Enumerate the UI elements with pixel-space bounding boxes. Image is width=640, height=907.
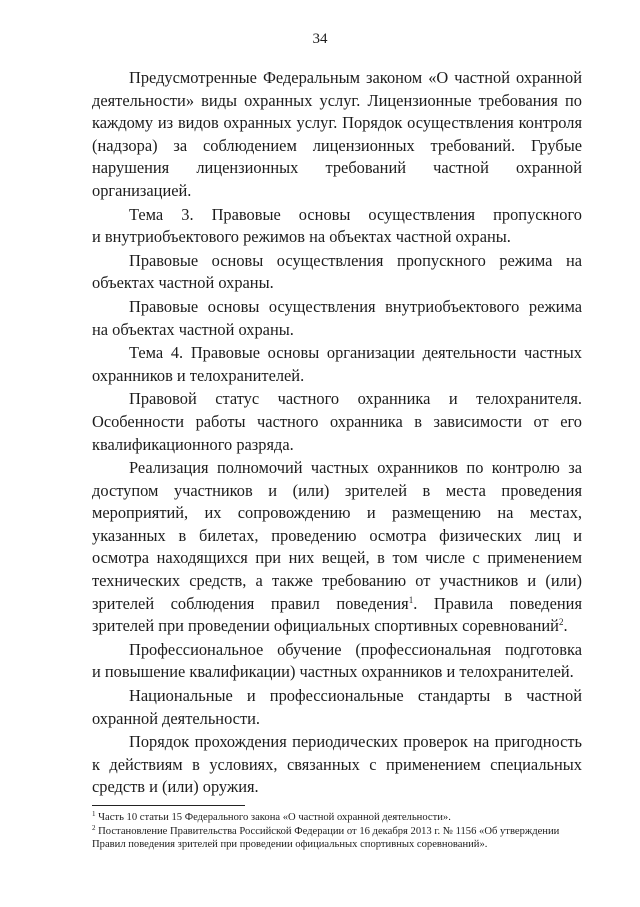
- paragraph-internal-regime-line-1: Правовые основы осуществления внутриобъектового режима: [129, 296, 582, 316]
- paragraph-standards: Национальные и профессиональные стандарты в частной охранной деятельности.: [92, 686, 582, 728]
- footnote-1: [92, 811, 582, 825]
- footnote-ref-1: 1: [408, 594, 414, 605]
- footnote-1-marker: 1: [92, 810, 96, 818]
- footnote-ref-2: 2: [558, 617, 564, 628]
- paragraph-legal-status: Правовой статус частного охранника и телохранителя. Особенности работы частного охранника в зависимости от его квалификационного разряда.: [92, 389, 582, 454]
- paragraph-powers-text-1: Реализация полномочий частных охранников по контролю за доступом участников и (или) зрителей в места проведения мероприятий, их сопровождению и размещению на местах, указанных в билетах, проведению осмотра физических лиц и осмотра находящихся при них вещей, в том числе с применением технических средств, а также требованию от участников и (или) зрителей соблюдения правил поведения: [92, 458, 582, 613]
- topic-3-heading-line-2: и внутриобъектового режимов на объектах частной охраны.: [92, 227, 511, 247]
- paragraph-training-line-1: Профессиональное обучение (профессиональная подготовка: [129, 639, 582, 659]
- topic-4-heading-line-1: Тема 4. Правовые основы организации деятельности частных: [129, 343, 582, 363]
- page-number: 34: [312, 31, 328, 47]
- footnote-2-text: Постановление Правительства Российской Федерации от 16 декабря 2013 г. № 1156 «Об утверждении Правил поведения зрителей при проведении официальных спортивных соревнований».: [92, 825, 560, 850]
- paragraph-training-line-2: и повышение квалификации) частных охранников и телохранителей.: [92, 662, 574, 682]
- paragraph-licensing: Предусмотренные Федеральным законом «О частной охранной деятельности» виды охранных услуг. Лицензионные требования по каждому из видов охранных услуг. Порядок осуществления контроля (надзора) за соблюдением лицензионных требований. Грубые нарушения лицензионных требований частной охранной организацией.: [92, 68, 582, 200]
- paragraph-access-regime: Правовые основы осуществления пропускного режима на объектах частной охраны.: [92, 250, 582, 293]
- footnote-2: [92, 825, 582, 852]
- document-body: [92, 67, 582, 800]
- paragraph-powers: [92, 457, 582, 638]
- paragraph-powers-text-2: . Правила поведения зрителей при проведении официальных спортивных соревнований: [92, 593, 582, 636]
- footnote-1-text: Часть 10 статьи 15 Федерального закона «О частной охранной деятельности».: [95, 812, 451, 823]
- footnotes: [92, 811, 582, 852]
- paragraph-checks: Порядок прохождения периодических проверок на пригодность к действиям в условиях, связанных с применением специальных средств и (или) оружия.: [92, 732, 582, 797]
- topic-3-heading-line-1: Тема 3. Правовые основы осуществления пропускного: [129, 204, 582, 224]
- footnote-divider: [92, 805, 245, 806]
- footnote-2-marker: 2: [92, 823, 96, 832]
- paragraph-powers-text-3: .: [563, 616, 568, 636]
- paragraph-internal-regime-line-2: на объектах частной охраны.: [92, 319, 294, 339]
- topic-4-heading-line-2: охранников и телохранителей.: [92, 365, 305, 385]
